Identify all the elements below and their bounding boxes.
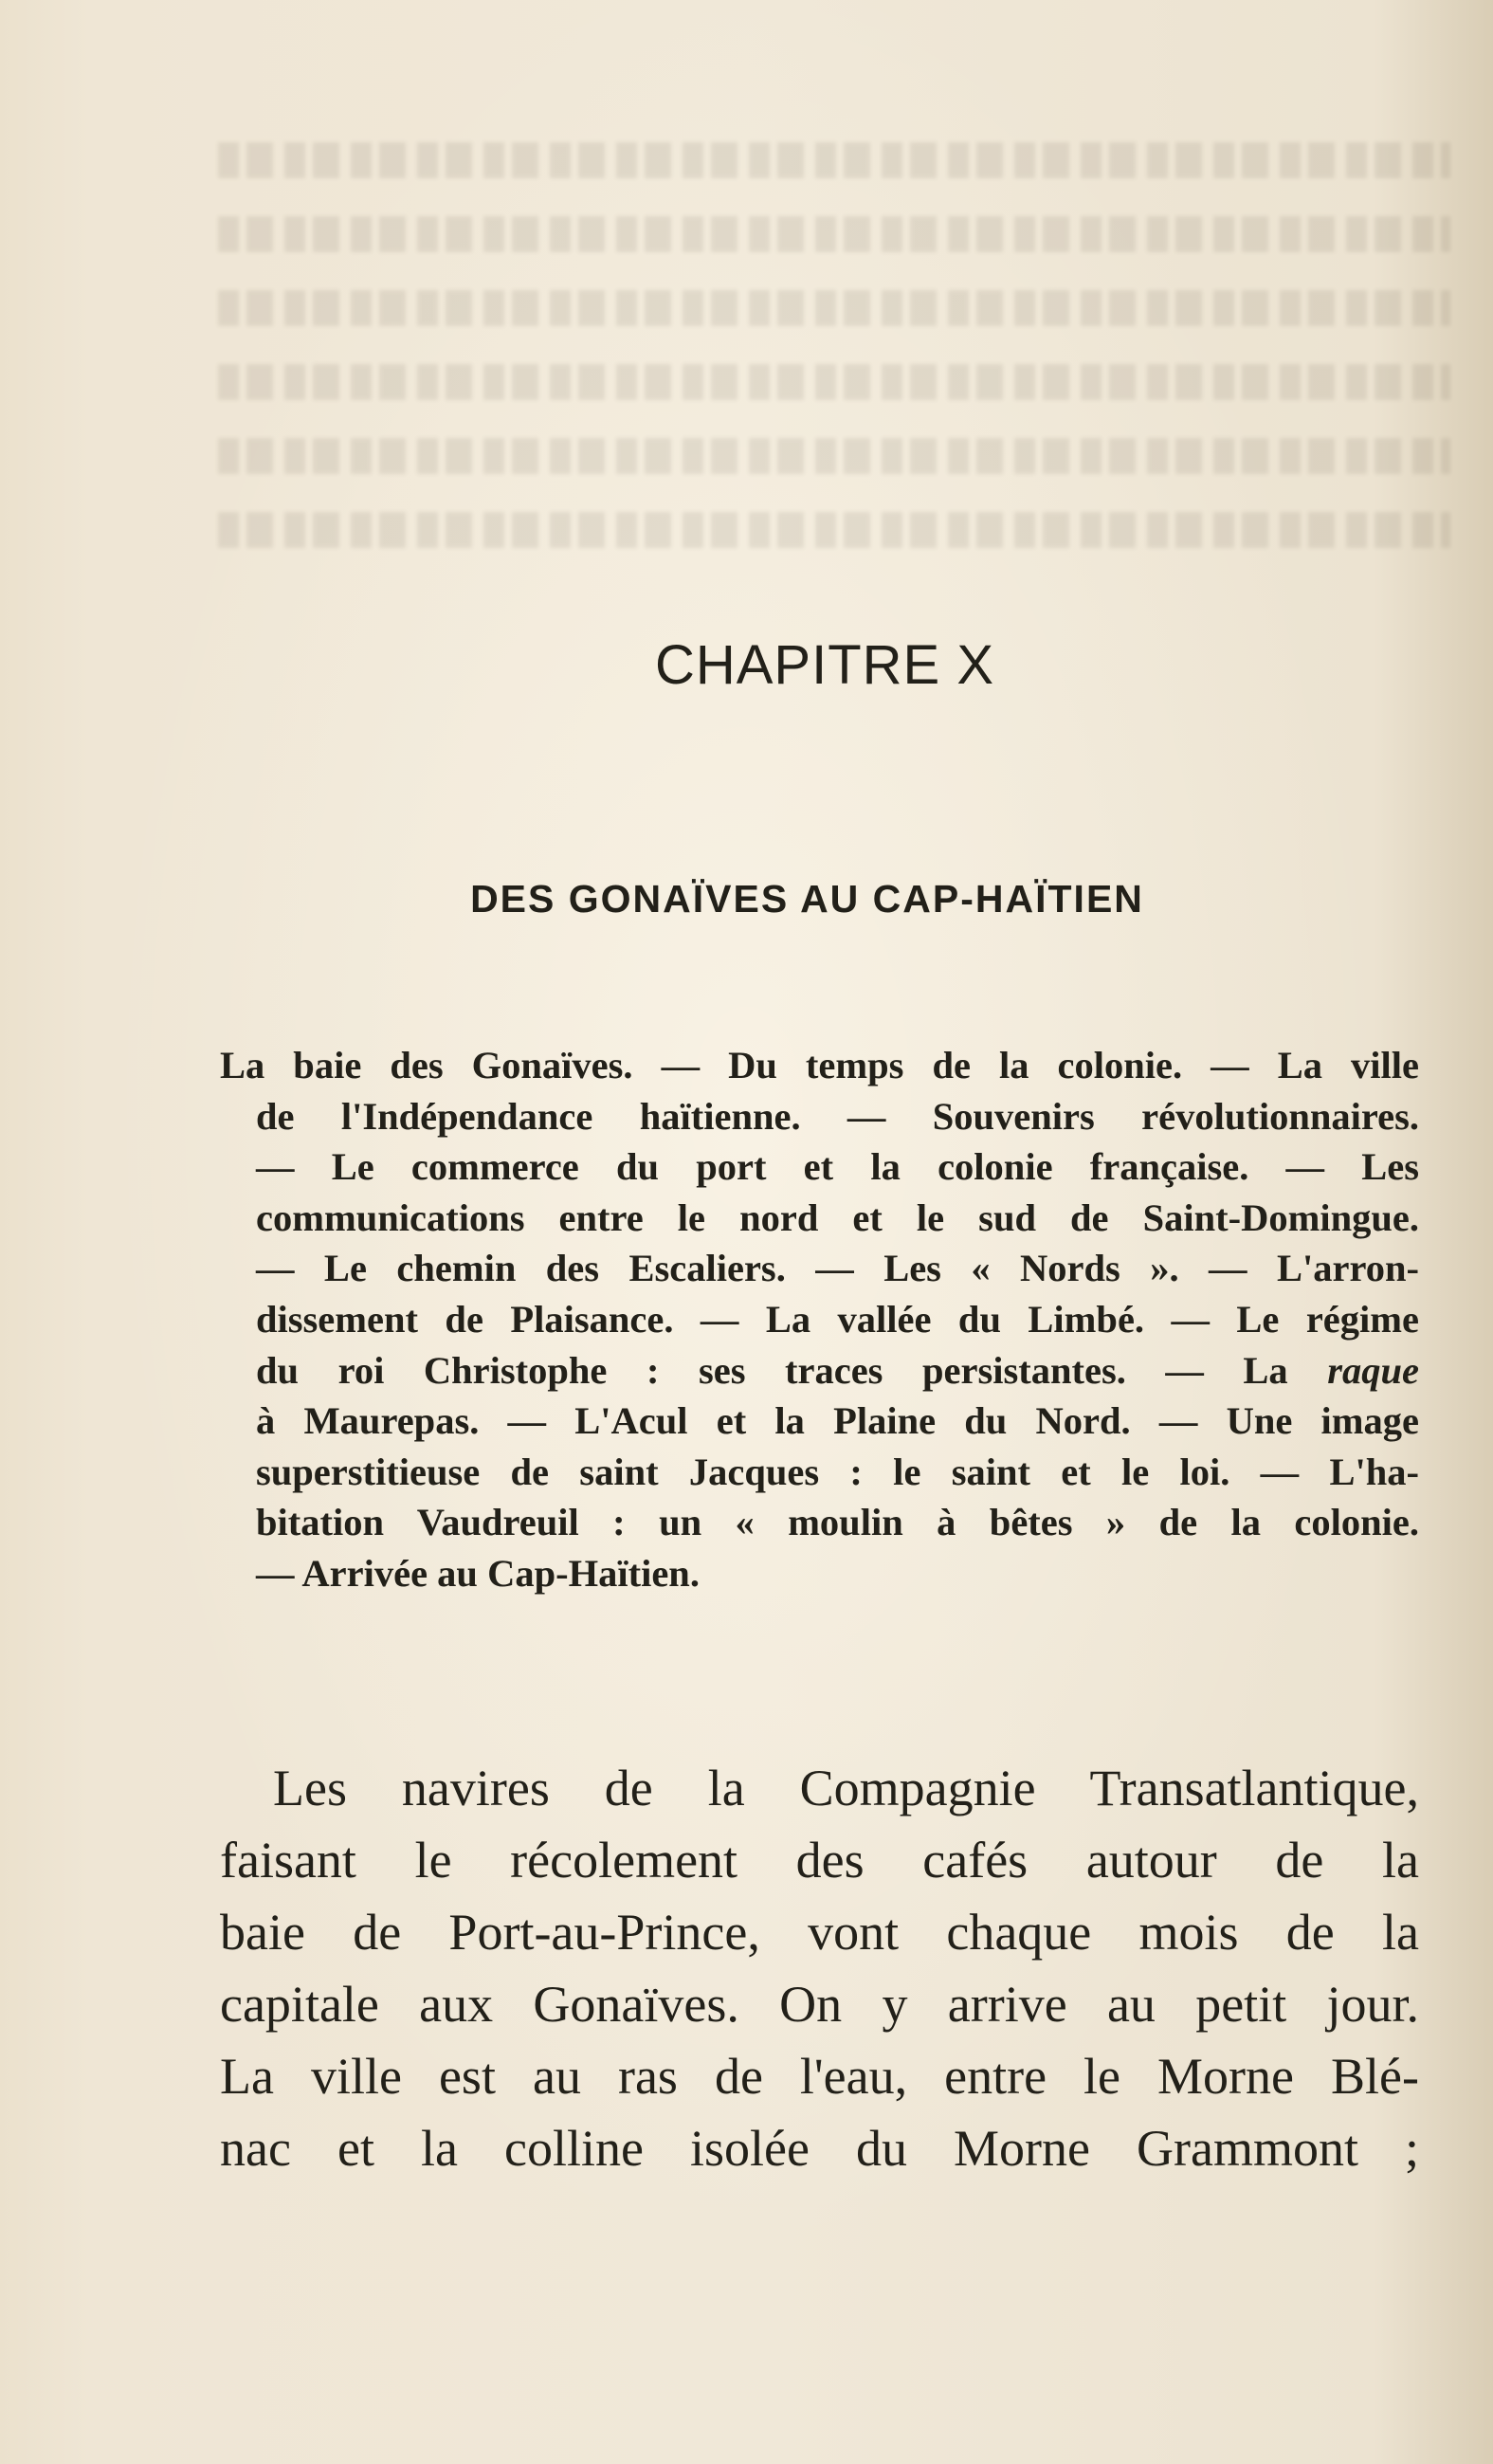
summary-line: communications entre le nord et le sud de Saint-Domingue. [256, 1195, 1419, 1239]
body-line: capitale aux Gonaïves. On y arrive au petit jour. [220, 1976, 1419, 2033]
italic-term: raque [1327, 1348, 1419, 1392]
body-line: nac et la colline isolée du Morne Grammont ; [220, 2120, 1419, 2177]
chapter-summary [220, 1040, 1419, 1599]
summary-line: superstitieuse de saint Jacques : le saint et le loi. — L'ha- [256, 1450, 1419, 1493]
body-line: faisant le récolement des cafés autour de la [220, 1832, 1419, 1889]
summary-line: du roi Christophe : ses traces persistantes. — La raque [256, 1348, 1419, 1392]
body-paragraph [220, 1752, 1419, 2184]
chapter-title: CHAPITRE X [654, 634, 995, 696]
show-through-text [218, 142, 1450, 588]
summary-line: — Le commerce du port et la colonie française. — Les [256, 1145, 1419, 1189]
body-line: Les navires de la Compagnie Transatlantique, [273, 1760, 1419, 1816]
summary-line: dissement de Plaisance. — La vallée du Limbé. — Le régime [256, 1297, 1419, 1341]
body-line: baie de Port-au-Prince, vont chaque mois de la [220, 1904, 1419, 1961]
body-line: La ville est au ras de l'eau, entre le Morne Blé- [220, 2048, 1419, 2105]
summary-line-with-italic [256, 1345, 1419, 1396]
summary-line: à Maurepas. — L'Acul et la Plaine du Nord. — Une image [256, 1399, 1419, 1443]
summary-line: bitation Vaudreuil : un « moulin à bêtes » de la colonie. [256, 1501, 1419, 1544]
summary-line: de l'Indépendance haïtienne. — Souvenirs révolutionnaires. [256, 1094, 1419, 1138]
summary-line: — Arrivée au Cap-Haïtien. [256, 1551, 700, 1595]
summary-line: La baie des Gonaïves. — Du temps de la colonie. — La ville [220, 1044, 1419, 1086]
chapter-subtitle: DES GONAÏVES AU CAP-HAÏTIEN [470, 877, 1144, 921]
summary-line: — Le chemin des Escaliers. — Les « Nords ». — L'arron- [256, 1247, 1419, 1290]
